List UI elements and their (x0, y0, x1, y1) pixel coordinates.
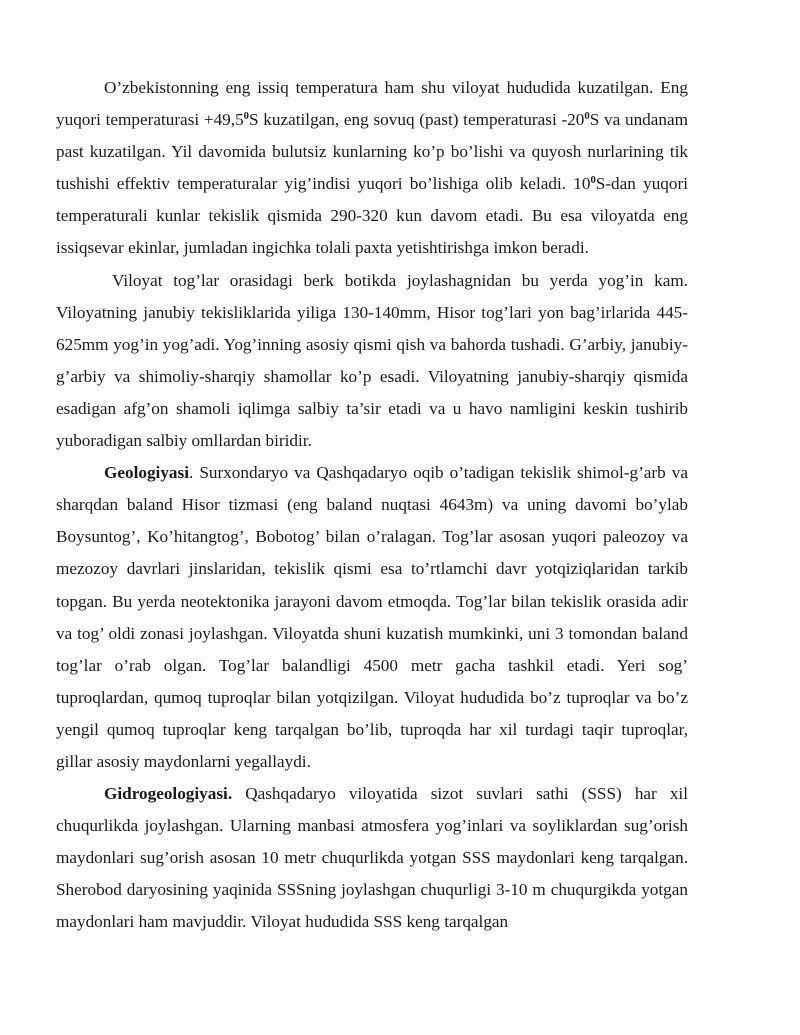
paragraph-geology (56, 457, 688, 778)
paragraph-text: S kuzatilgan, eng sovuq (past) temperaturasi -20 (249, 110, 585, 130)
document-page (56, 72, 688, 939)
section-heading-geology: Geologiyasi (104, 463, 189, 483)
section-heading-hydrogeology: Gidrogeologiyasi. (104, 784, 233, 804)
paragraph-text: . Surxondaryo va Qashqadaryo oqib o’tadigan tekislik shimol-g’arb va sharqdan baland Hisor tizmasi (eng baland nuqtasi 4643m) va uning davomi bo’ylab Boysuntog’, Ko’hitangtog’, Bobotog’ bilan o’ralagan. Tog’lar asosan yuqori paleozoy va mezozoy davrlari jinslaridan, tekislik qismi esa to’rtlamchi davr yotqiziqlaridan tarkib topgan. Bu yerda neotektonika jarayoni davom etmoqda. Tog’lar bilan tekislik orasida adir va tog’ oldi zonasi joylashgan. Viloyatda shuni kuzatish mumkinki, uni 3 tomondan baland tog’lar o’rab olgan. Tog’lar balandligi 4500 metr gacha tashkil etadi. Yeri sog’ tuproqlardan, qumoq tuproqlar bilan yotqizilgan. Viloyat hududida bo’z tuproqlar va bo’z yengil qumoq tuproqlar keng tarqalgan bo’lib, tuproqda har xil turdagi taqir tuproqlar, gillar asosiy maydonlarni yegallaydi. (56, 463, 688, 771)
degree-superscript: 0 (584, 111, 590, 123)
paragraph-temperature (56, 72, 688, 265)
paragraph-precipitation (56, 265, 688, 458)
paragraph-text: O’zbekistonning eng issiq temperatura ham shu viloyat hududida kuzatilgan. Eng yuqori temperaturasi +49,5 (56, 78, 688, 130)
paragraph-text: Viloyat tog’lar orasidagi berk botikda joylashagnidan bu yerda yog’in kam. Viloyatning janubiy tekisliklarida yiliga 130-140mm, Hisor tog’lari yon bag’irlarida 445-625mm yog’in yog’adi. Yog’inning asosiy qismi qish va bahorda tushadi. G’arbiy, janubiy-g’arbiy va shimoliy-sharqiy shamollar ko’p esadi. Viloyatning janubiy-sharqiy qismida esadigan afg’on shamoli iqlimga salbiy ta’sir etadi va u havo namligini keskin tushirib yuboradigan salbiy omllardan biridir. (56, 270, 688, 451)
paragraph-text: S va undanam past kuzatilgan. Yil davomida bulutsiz kunlarning ko’p bo’lishi va quyosh nurlarining tik tushishi effektiv temperaturalar yig’indisi yuqori bo’lishiga olib keladi. 10 (56, 110, 688, 194)
paragraph-text: S-dan yuqori temperaturali kunlar tekislik qismida 290-320 kun davom etadi. Bu esa viloyatda eng issiqsevar ekinlar, jumladan ingichka tolali paxta yetishtirishga imkon beradi. (56, 174, 688, 258)
paragraph-text: Qashqadaryo viloyatida sizot suvlari sathi (SSS) har xil chuqurlikda joylashgan. Ularning manbasi atmosfera yog’inlari va soyliklardan sug’orish maydonlari sug’orish asosan 10 metr chuqurlikda yotgan SSS maydonlari keng tarqalgan. Sherobod daryosining yaqinida SSSning joylashgan chuqurligi 3-10 m chuqurgikda yotgan maydonlari ham mavjuddir. Viloyat hududida SSS keng tarqalgan (56, 784, 688, 932)
degree-superscript: 0 (590, 175, 596, 187)
paragraph-hydrogeology (56, 778, 688, 938)
degree-superscript: 0 (243, 111, 249, 123)
